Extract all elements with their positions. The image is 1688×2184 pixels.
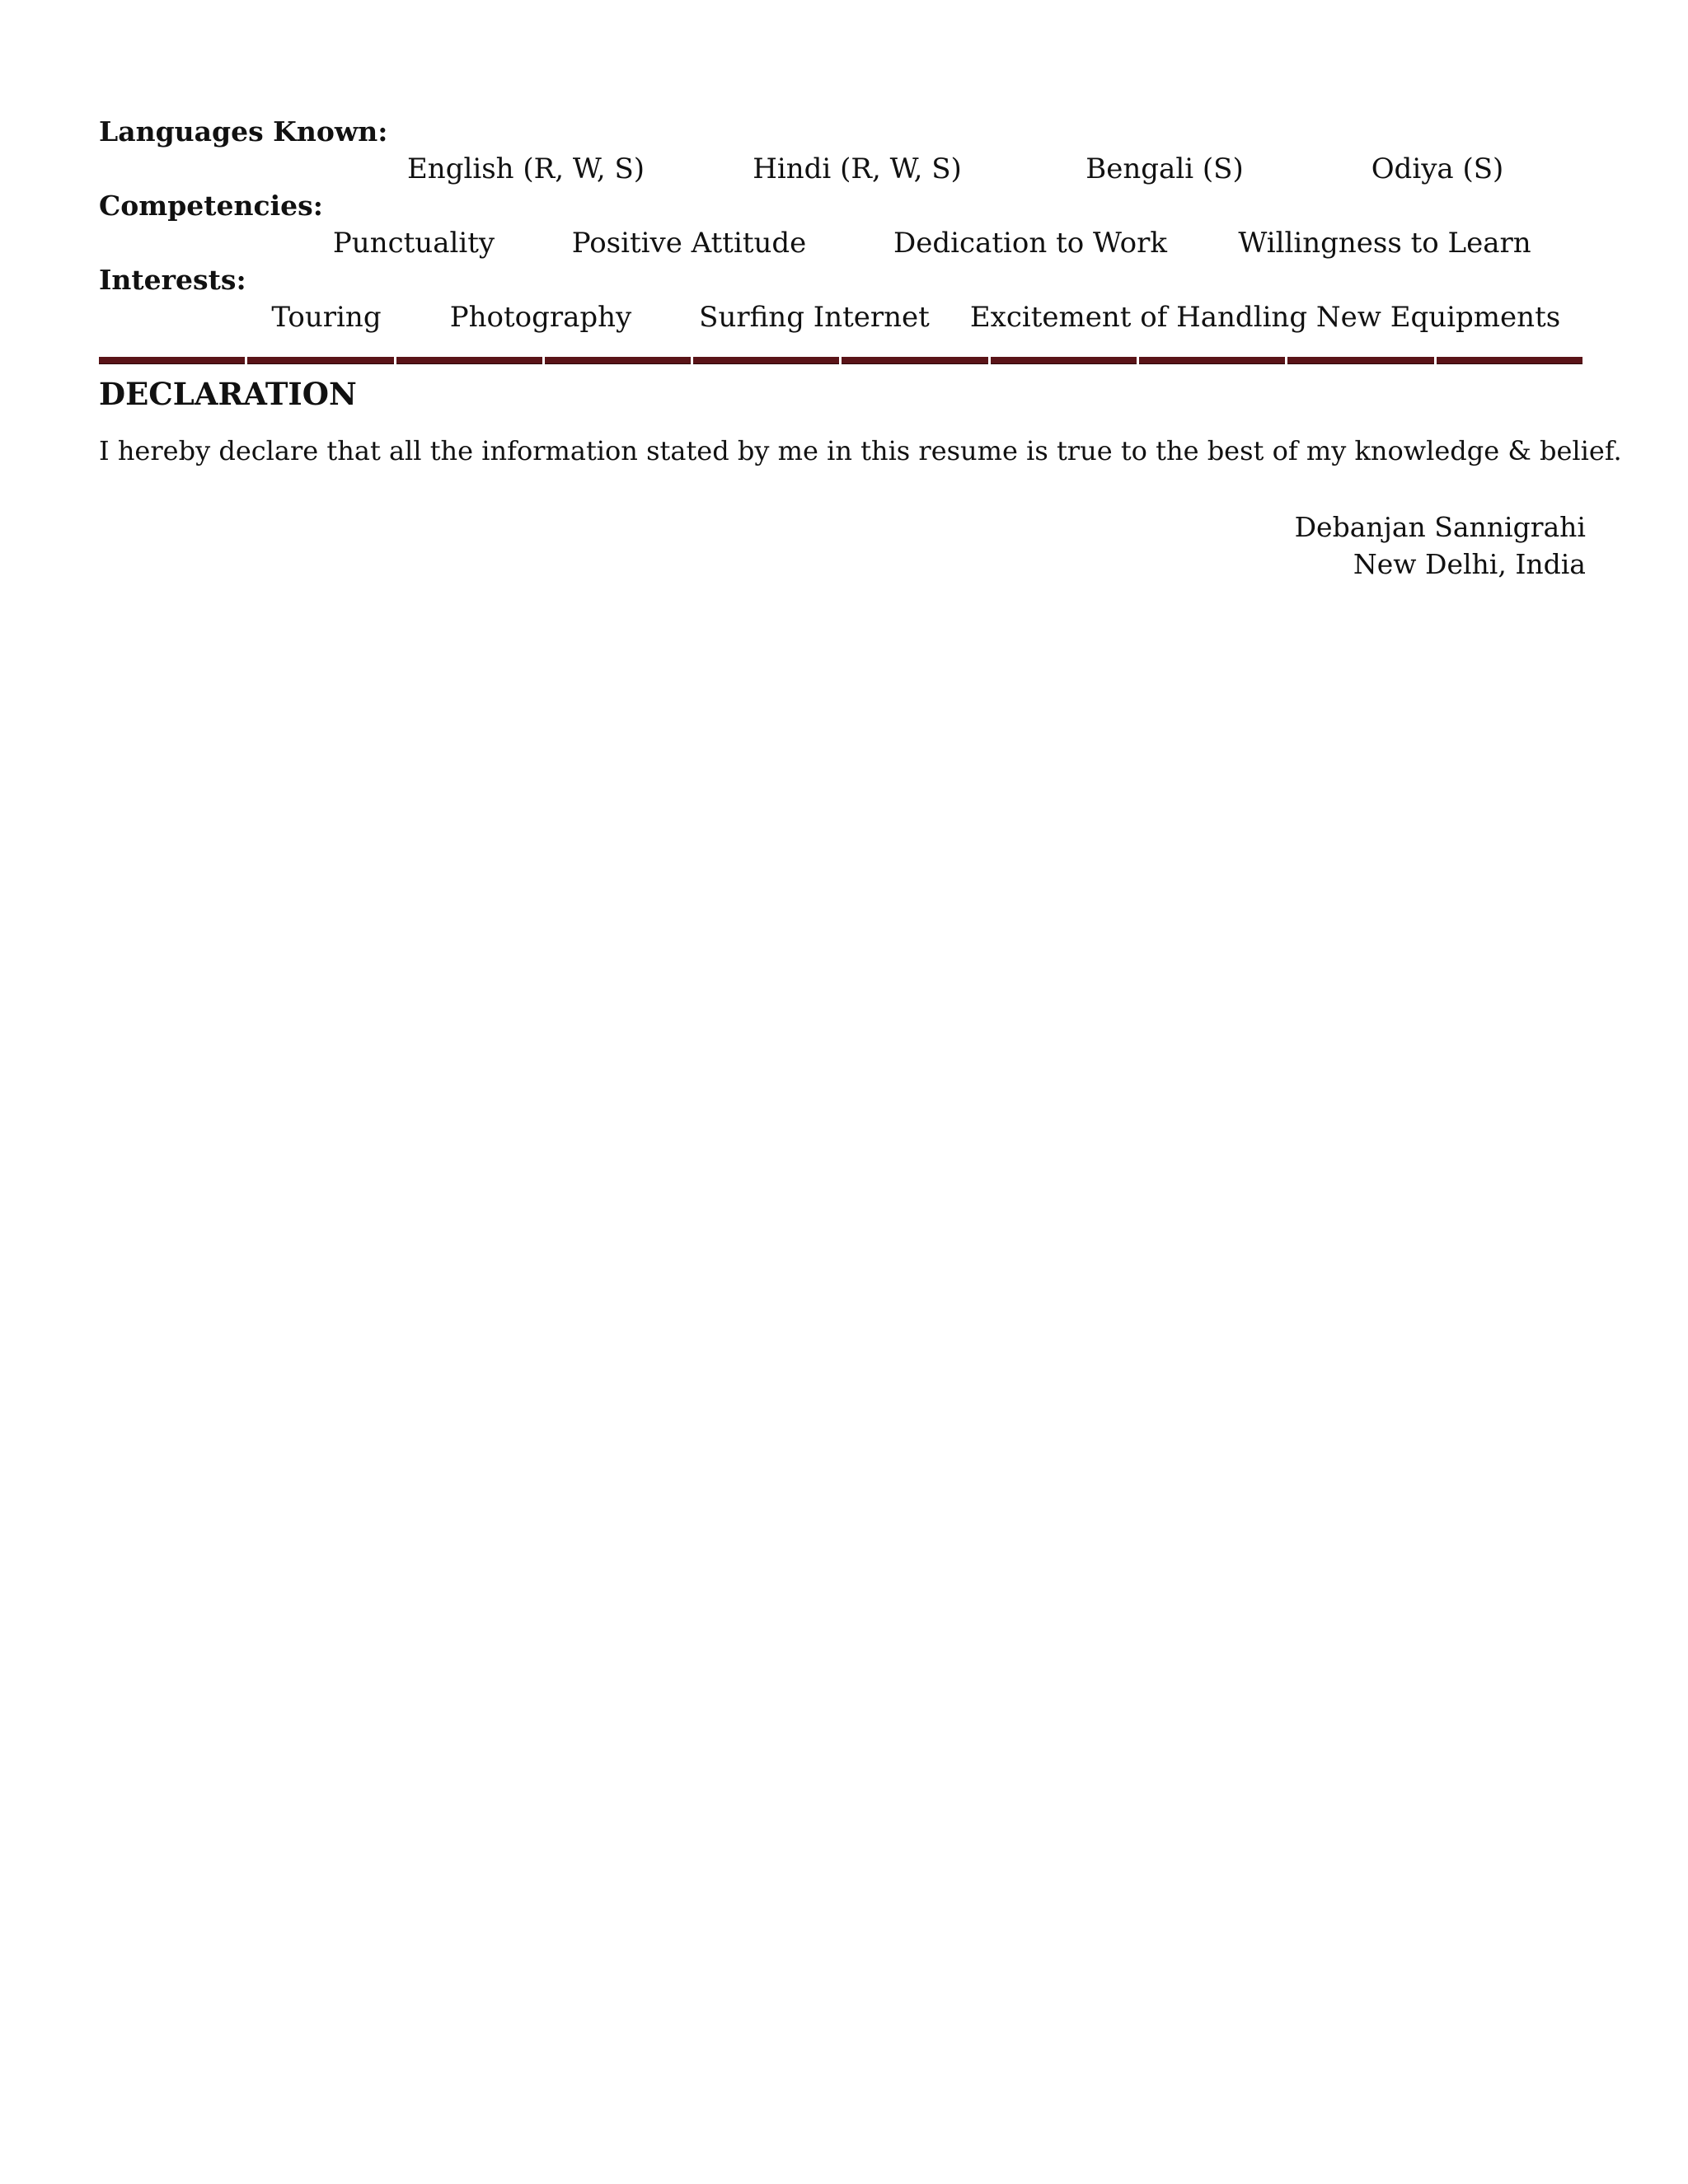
divider-segment bbox=[99, 357, 245, 364]
competency-item: Punctuality bbox=[332, 227, 495, 260]
divider-segment bbox=[693, 357, 839, 364]
divider-segment bbox=[1287, 357, 1433, 364]
competency-item: Dedication to Work bbox=[893, 227, 1167, 260]
divider-segment bbox=[396, 357, 542, 364]
divider-segment bbox=[1437, 357, 1582, 364]
languages-label: Languages Known: bbox=[99, 115, 388, 148]
competencies-label: Competencies: bbox=[99, 190, 323, 222]
language-item: English (R, W, S) bbox=[406, 152, 645, 185]
section-divider bbox=[99, 357, 1582, 363]
declaration-text: I hereby declare that all the information stated by me in this resume is true to the best of my knowledge & belief. bbox=[99, 435, 1622, 466]
competency-item: Willingness to Learn bbox=[1238, 227, 1531, 260]
interest-item: Touring bbox=[271, 301, 382, 334]
divider-segment bbox=[842, 357, 987, 364]
signature-location: New Delhi, India bbox=[1353, 548, 1586, 580]
interest-item: Surfing Internet bbox=[699, 301, 930, 334]
divider-segment bbox=[545, 357, 691, 364]
interests-label: Interests: bbox=[99, 264, 246, 296]
divider-segment bbox=[991, 357, 1137, 364]
interest-item: Photography bbox=[449, 301, 632, 334]
divider-segment bbox=[1139, 357, 1285, 364]
declaration-heading: DECLARATION bbox=[99, 376, 357, 412]
language-item: Bengali (S) bbox=[1085, 152, 1244, 185]
language-item: Hindi (R, W, S) bbox=[753, 152, 962, 185]
divider-segment bbox=[247, 357, 393, 364]
interest-item: Excitement of Handling New Equipments bbox=[969, 301, 1561, 334]
competency-item: Positive Attitude bbox=[571, 227, 807, 260]
signature-name: Debanjan Sannigrahi bbox=[1294, 511, 1586, 543]
language-item: Odiya (S) bbox=[1371, 152, 1504, 185]
